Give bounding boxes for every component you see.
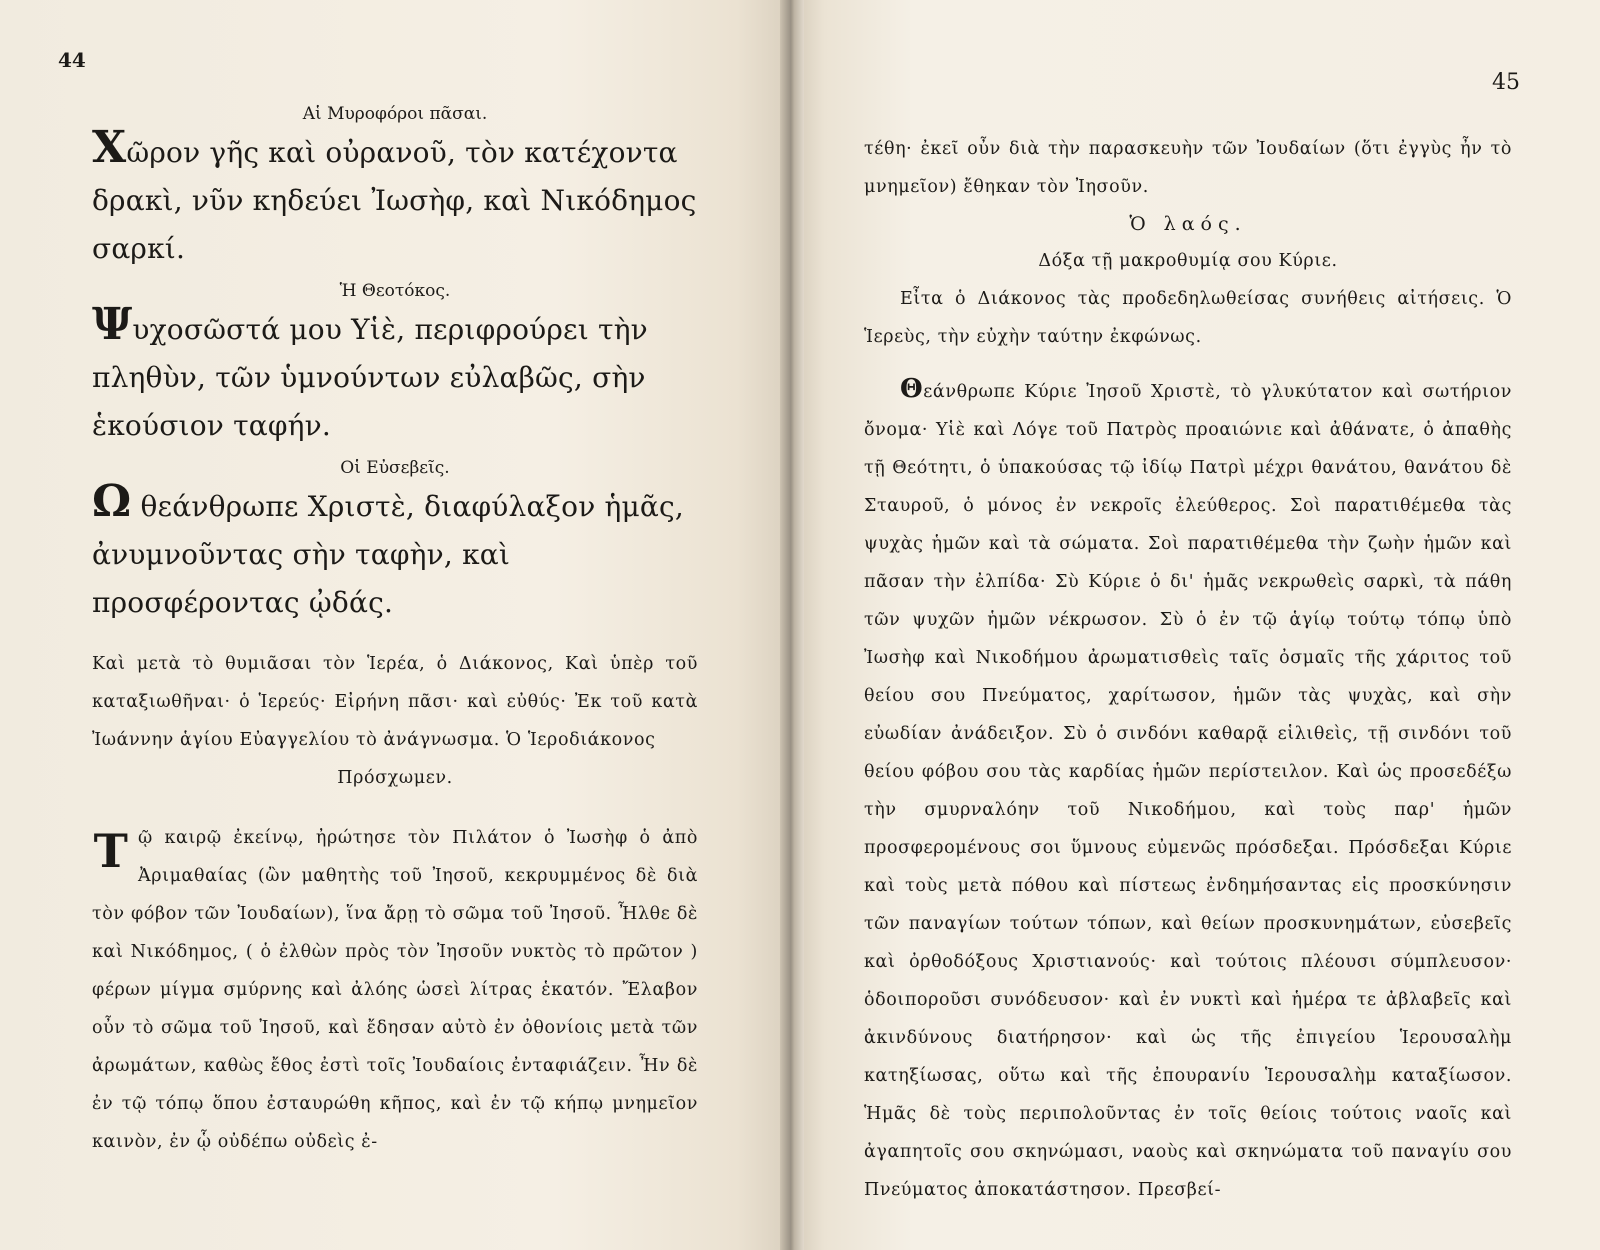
verse-2-text: υχοσῶστά μου Υἱὲ, περιφρούρει τὴν πληθὺν, τῶν ὑμνούντων εὐλαβῶς, σὴν ἑκούσιον ταφήν.	[92, 313, 648, 442]
verse-2-initial: Ψ	[92, 299, 133, 350]
rubric-deacon: Εἶτα ὁ Διάκονος τὰς προδεδηλωθείσας συνήθεις αἰτήσεις. Ὁ Ἱερεὺς, τὴν εὐχὴν ταύτην ἐκφώνως.	[864, 289, 1512, 347]
rubric-paragraph: Καὶ μετὰ τὸ θυμιᾶσαι τὸν Ἱερέα, ὁ Διάκονος, Καὶ ὑπὲρ τοῦ καταξιωθῆναι· ὁ Ἱερεύς· Εἰρήνη πᾶσι· καὶ εὐθύς· Ἐκ τοῦ κατὰ Ἰωάννην ἁγίου Εὐαγγελίου τὸ ἀνάγνωσμα. Ὁ Ἱεροδιάκονος	[92, 654, 698, 750]
gospel-initial: Τ	[93, 824, 129, 878]
right-column	[864, 130, 1512, 1209]
book-gutter	[780, 0, 804, 1250]
verse-2	[92, 299, 698, 450]
heading-theotokos: Ἡ Θεοτόκος.	[339, 281, 451, 301]
verse-1-initial: Χ	[92, 122, 127, 173]
heading-people: Ὁ λαός.	[1129, 213, 1247, 235]
rubric-paragraph-end: Πρόσχωμεν.	[337, 768, 453, 788]
prayer-text: εάνθρωπε Κύριε Ἰησοῦ Χριστὲ, τὸ γλυκύτατον καὶ σωτήριον ὄνομα· Υἱὲ καὶ Λόγε τοῦ Πατρὸς προαιώνιε καὶ ἀθάνατε, ὁ ἀπαθὴς τῇ Θεότητι, ὁ ὑπακούσας τῷ ἰδίῳ Πατρὶ μέχρι θανάτου, θανάτου δὲ Σταυροῦ, ὁ μόνος ἐν νεκροῖς ἐλεύθερος. Σοὶ παρατιθέμεθα τὰς ψυχὰς ἡμῶν καὶ τὰ σώματα. Σοὶ παρατιθέμεθα τὴν ζωὴν ἡμῶν καὶ πᾶσαν τὴν ἐλπίδα· Σὺ Κύριε ὁ δι' ἡμᾶς νεκρωθεὶς σαρκὶ, τὰ πάθη τῶν ψυχῶν ἡμῶν νέκρωσον. Σὺ ὁ ἐν τῷ ἁγίῳ τούτῳ τόπῳ ὑπὸ Ἰωσὴφ καὶ Νικοδήμου ἀρωματισθεὶς ταῖς ὀσμαῖς τῆς χάριτος τοῦ θείου σου Πνεύματος, χαρίτωσον, ἡμῶν τὰς ψυχὰς, καὶ σὴν εὐωδίαν ἀνάδειξον. Σὺ ὁ σινδόνι καθαρᾷ εἱλιθεὶς, τῇ σινδόνι τοῦ θείου φόβου σου τὰς καρδίας ἡμῶν περίστειλον. Καὶ ὡς προσεδέξω τὴν σμυρναλόην τοῦ Νικοδήμου, καὶ τοὺς παρ' ἡμῶν προσφερομένους σοι ὕμνους εὐμενῶς πρόσδεξαι. Πρόσδεξαι Κύριε καὶ τοὺς μετὰ πόθου καὶ πίστεως ἐνδημήσαντας εἰς προσκύνησιν τῶν παναγίων τούτων τόπων, καὶ θείων προσκυνημάτων, εὐσεβεῖς καὶ ὀρθοδόξους Χριστιανούς· καὶ τούτοις πλέουσι σύμπλευσον· ὁδοιποροῦσι συνόδευσον· καὶ ἐν νυκτὶ καὶ ἡμέρα τε ἀβλαβεῖς καὶ ἀκινδύνους διατήρησον· καὶ ὡς τῆς ἐπιγείου Ἱερουσαλὴμ κατηξίωσας, οὕτω καὶ τῆς ἐπουρανίυ Ἱερουσαλὴμ καταξίωσον. Ἡμᾶς δὲ τοὺς περιπολοῦντας ἐν τοῖς θείοις τούτοις ναοῖς καὶ ἀγαπητοῖς σου σκηνώμασι, ναοὺς καὶ σκηνώματα τοῦ παναγίυ σου Πνεύματος ἀποκατάστησον. Πρεσβεί-	[864, 382, 1512, 1200]
prayer-initial: Θ	[900, 374, 924, 404]
left-page	[0, 0, 792, 1250]
heading-myrrhbearers: Αἱ Μυροφόροι πᾶσαι.	[302, 104, 488, 124]
prayer-paragraph	[864, 370, 1512, 1209]
verse-3	[92, 476, 698, 627]
heading-pious: Οἱ Εὐσεβεῖς.	[340, 458, 450, 478]
verse-1	[92, 122, 698, 273]
left-page-number: 44	[58, 48, 86, 72]
verse-3-initial: Ω	[92, 476, 132, 527]
verse-3-text: θεάνθρωπε Χριστὲ, διαφύλαξον ἡμᾶς, ἀνυμνοῦντας σὴν ταφὴν, καὶ προσφέροντας ᾠδάς.	[92, 490, 685, 619]
gospel-continuation: τέθη· ἐκεῖ οὖν διὰ τὴν παρασκευὴν τῶν Ἰουδαίων (ὅτι ἐγγὺς ἦν τὸ μνημεῖον) ἔθηκαν τὸν Ἰησοῦν.	[864, 139, 1512, 197]
people-response: Δόξα τῇ μακροθυμίᾳ σου Κύριε.	[1038, 251, 1338, 271]
verse-1-text: ῶρον γῆς καὶ οὐρανοῦ, τὸν κατέχοντα δρακὶ, νῦν κηδεύει Ἰωσὴφ, καὶ Νικόδημος σαρκί.	[92, 136, 697, 265]
right-page-number: 45	[1492, 70, 1520, 95]
gospel-text: ῷ καιρῷ ἐκείνῳ, ἠρώτησε τὸν Πιλάτον ὁ Ἰωσὴφ ὁ ἀπὸ Ἀριμαθαίας (ὢν μαθητὴς τοῦ Ἰησοῦ, κεκρυμμένος δὲ διὰ τὸν φόβον τῶν Ἰουδαίων), ἵνα ἄρῃ τὸ σῶμα τοῦ Ἰησοῦ. Ἦλθε δὲ καὶ Νικόδημος, ( ὁ ἐλθὼν πρὸς τὸν Ἰησοῦν νυκτὸς τὸ πρῶτον ) φέρων μίγμα σμύρνης καὶ ἀλόης ὡσεὶ λίτρας ἑκατόν. Ἔλαβον οὖν τὸ σῶμα τοῦ Ἰησοῦ, καὶ ἔδησαν αὐτὸ ἐν ὀθονίοις μετὰ τῶν ἀρωμάτων, καθὼς ἔθος ἐστὶ τοῖς Ἰουδαίοις ἐνταφιάζειν. Ἦν δὲ ἐν τῷ τόπῳ ὅπου ἐσταυρώθη κῆπος, καὶ ἐν τῷ κήπῳ μνημεῖον καινὸν, ἐν ᾧ οὐδέπω οὐδεὶς ἐ-	[92, 828, 698, 1152]
left-column	[92, 100, 698, 1161]
gospel-reading	[92, 819, 698, 1161]
right-page	[792, 0, 1600, 1250]
